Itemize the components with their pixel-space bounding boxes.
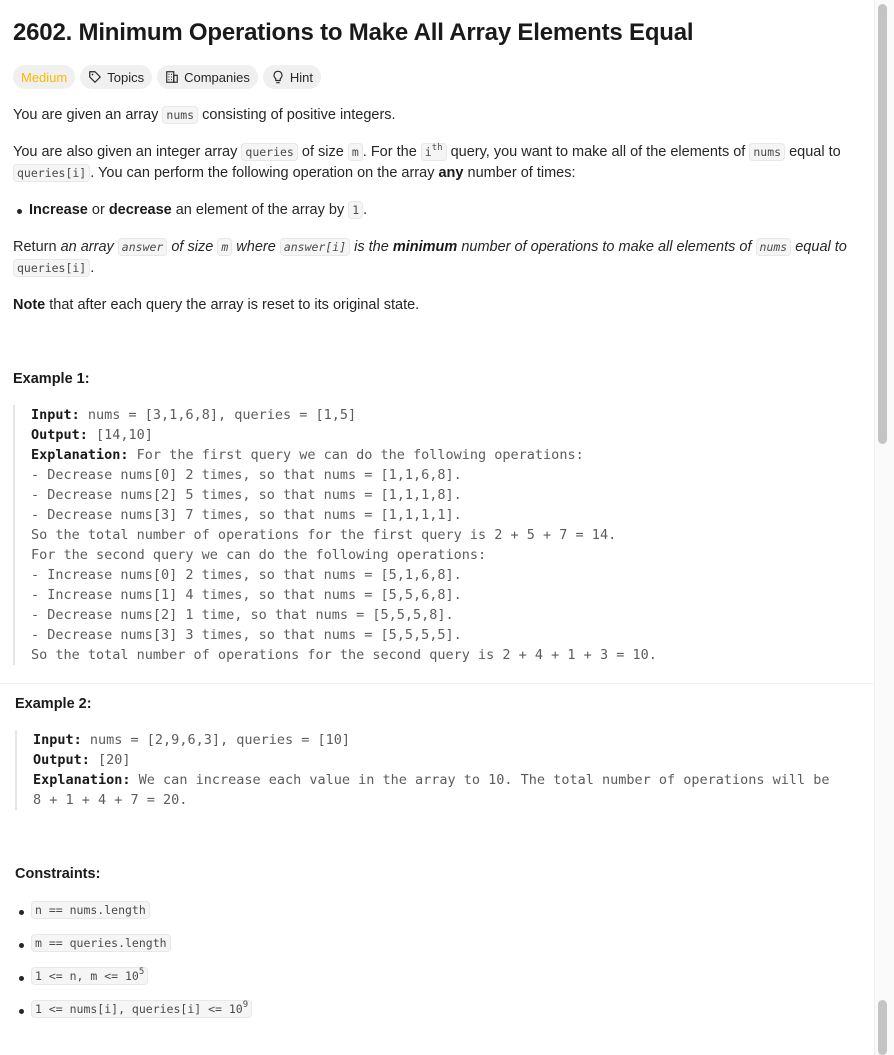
text: . For the — [362, 144, 421, 160]
constraint-item — [15, 901, 150, 917]
input-label: Input: — [31, 407, 80, 423]
text: You are given an array — [13, 107, 163, 123]
explanation-line: - Decrease nums[3] 7 times, so that nums = [1,1,1,1]. — [31, 507, 462, 523]
operation-bullet — [13, 200, 869, 221]
output-value: [14,10] — [87, 427, 153, 443]
text: . — [90, 260, 95, 276]
scrollbar-thumb[interactable] — [878, 4, 887, 444]
inline-code: m — [348, 143, 363, 161]
description-paragraph-2 — [13, 142, 853, 184]
italic-text: number of operations to make all elements of — [457, 239, 756, 255]
inline-code — [421, 143, 447, 161]
italic-text: is the — [350, 239, 393, 255]
hint-chip[interactable] — [263, 65, 321, 89]
difficulty-badge — [13, 65, 75, 89]
example-1-heading: Example 1: — [13, 371, 90, 387]
inline-code: queries — [241, 143, 297, 161]
divider — [0, 683, 874, 684]
inline-code: m == queries.length — [31, 934, 171, 952]
text: equal to — [785, 144, 841, 160]
italic-text: equal to — [791, 239, 847, 255]
inline-code: answer — [118, 238, 168, 256]
bold-text: any — [438, 165, 464, 181]
inline-code: nums — [162, 106, 198, 124]
description-paragraph-3 — [13, 237, 853, 279]
superscript: 9 — [242, 1000, 249, 1011]
input-value: nums = [2,9,6,3], queries = [10] — [81, 732, 350, 748]
text: an element of the array by — [171, 202, 349, 218]
topics-chip[interactable] — [80, 65, 152, 89]
explanation-line: - Increase nums[0] 2 times, so that nums = [5,1,6,8]. — [31, 567, 462, 583]
explanation-line: For the second query we can do the following operations: — [31, 547, 487, 563]
text: number of times: — [463, 165, 576, 181]
constraint-item — [15, 1000, 252, 1016]
bold-text: decrease — [108, 202, 172, 218]
explanation-line: - Decrease nums[2] 1 time, so that nums = [5,5,5,8]. — [31, 607, 454, 623]
text: or — [87, 202, 109, 218]
problem-chips — [13, 65, 321, 89]
example-1-block — [13, 405, 657, 665]
superscript: th — [431, 143, 443, 154]
text: . You can perform the following operation on the array — [90, 165, 439, 181]
constraint-item — [15, 934, 171, 950]
output-value: [20] — [89, 752, 131, 768]
text: Return — [13, 239, 61, 255]
text: . — [363, 202, 368, 218]
explanation-line: So the total number of operations for the second query is 2 + 4 + 1 + 3 = 10. — [31, 647, 657, 663]
text: that after each query the array is reset to its original state. — [45, 297, 420, 313]
code-text: 1 <= n, m <= 10 — [35, 969, 139, 983]
example-2-heading: Example 2: — [15, 696, 92, 712]
inline-code: queries[i] — [13, 259, 90, 277]
input-value: nums = [3,1,6,8], queries = [1,5] — [79, 407, 357, 423]
example-2-block — [15, 730, 830, 810]
explanation-line: - Increase nums[1] 4 times, so that nums = [5,5,6,8]. — [31, 587, 462, 603]
inline-code: m — [217, 238, 232, 256]
tag-icon — [88, 70, 102, 84]
explanation-line: - Decrease nums[3] 3 times, so that nums = [5,5,5,5]. — [31, 627, 462, 643]
italic-text: where — [232, 239, 280, 255]
hint-label: Hint — [289, 69, 313, 85]
building-icon — [165, 70, 179, 84]
explanation-line: So the total number of operations for the first query is 2 + 5 + 7 = 14. — [31, 527, 617, 543]
explanation-label: Explanation: — [31, 447, 129, 463]
output-label: Output: — [33, 752, 90, 768]
problem-title: 2602. Minimum Operations to Make All Array Elements Equal — [13, 19, 694, 46]
text: query, you want to make all of the elements of — [446, 144, 750, 160]
text: You are also given an integer array — [13, 144, 242, 160]
explanation-text: We can increase each value in the array to 10. The total number of operations will be — [130, 772, 830, 788]
text: of size — [297, 144, 348, 160]
companies-chip[interactable] — [157, 65, 258, 89]
inline-code: answer[i] — [280, 238, 350, 256]
inline-code — [31, 1000, 252, 1018]
note-paragraph — [13, 295, 853, 316]
topics-label: Topics — [107, 69, 145, 85]
constraints-heading: Constraints: — [15, 866, 101, 882]
bold-text: minimum — [392, 239, 458, 255]
text: consisting of positive integers. — [198, 107, 396, 123]
inline-code — [31, 967, 148, 985]
code-text: 1 <= nums[i], queries[i] <= 10 — [35, 1002, 243, 1016]
output-label: Output: — [31, 427, 88, 443]
difficulty-label: Medium — [21, 69, 68, 85]
scrollbar-thumb-secondary[interactable] — [878, 1000, 887, 1055]
inline-code: n == nums.length — [31, 901, 150, 919]
explanation-label: Explanation: — [33, 772, 131, 788]
superscript: 5 — [138, 967, 145, 978]
explanation-line: - Decrease nums[0] 2 times, so that nums = [1,1,6,8]. — [31, 467, 462, 483]
constraint-item — [15, 967, 148, 983]
italic-text: an array — [60, 239, 118, 255]
bold-text: Note — [13, 297, 46, 313]
explanation-line: - Decrease nums[2] 5 times, so that nums = [1,1,1,8]. — [31, 487, 462, 503]
inline-code: nums — [756, 238, 792, 256]
description-paragraph-1 — [13, 105, 853, 126]
lightbulb-icon — [271, 70, 285, 84]
inline-code: 1 — [348, 201, 363, 219]
explanation-text: For the first query we can do the following operations: — [128, 447, 584, 463]
inline-code: queries[i] — [13, 164, 90, 182]
explanation-line: 8 + 1 + 4 + 7 = 20. — [33, 792, 188, 808]
bold-text: Increase — [29, 202, 88, 218]
companies-label: Companies — [184, 69, 250, 85]
inline-code: nums — [749, 143, 785, 161]
input-label: Input: — [33, 732, 82, 748]
italic-text: of size — [167, 239, 218, 255]
code-text: i — [424, 145, 432, 159]
